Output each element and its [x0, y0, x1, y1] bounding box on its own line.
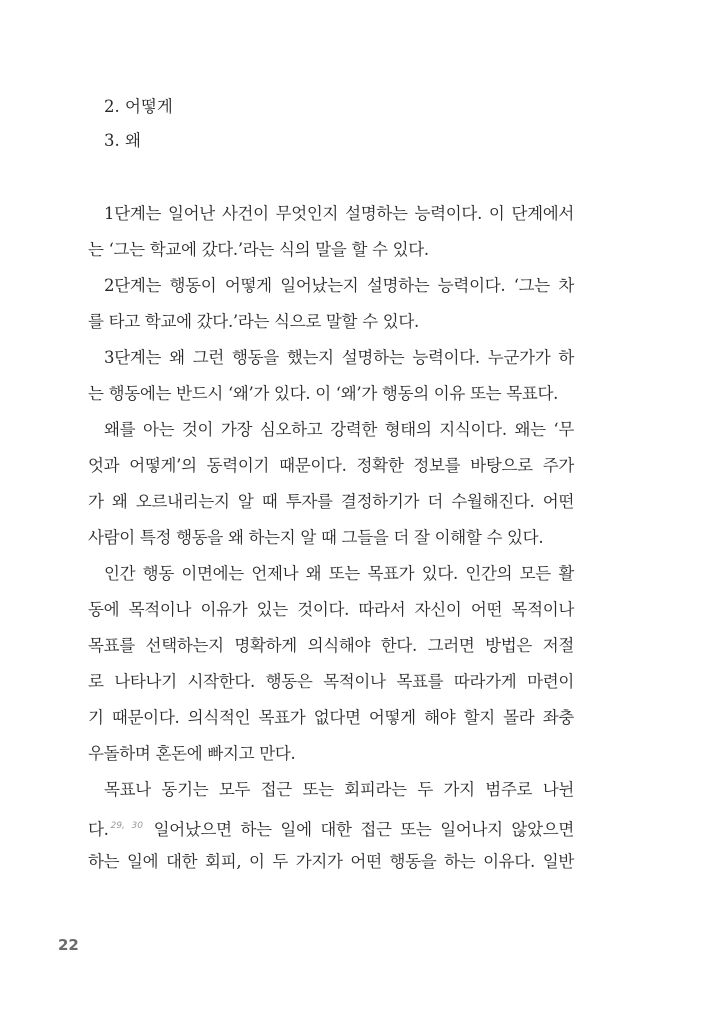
text-line [88, 808, 574, 844]
text-line: 가 왜 오르내리는지 알 때 투자를 결정하기가 더 수월해진다. 어떤 [88, 492, 574, 511]
text-line: 왜를 아는 것이 가장 심오하고 강력한 형태의 지식이다. 왜는 ‘무 [104, 420, 574, 439]
paragraph-approach-avoidance [88, 772, 574, 880]
paragraph-stage-1 [88, 196, 574, 268]
text-line: 목표를 선택하는지 명확하게 의식해야 한다. 그러면 방법은 저절 [88, 636, 574, 655]
text-line: 3단계는 왜 그런 행동을 했는지 설명하는 능력이다. 누군가가 하 [104, 348, 574, 367]
paragraph-stage-2 [88, 268, 574, 340]
text-line: 는 행동에는 반드시 ‘왜’가 있다. 이 ‘왜’가 행동의 이유 또는 목표다. [88, 384, 559, 403]
paragraph-stage-3 [88, 340, 574, 412]
body-text [88, 196, 574, 880]
list-item-how: 2. 어떻게 [104, 97, 173, 116]
numbered-list [104, 90, 173, 158]
text-line: 1단계는 일어난 사건이 무엇인지 설명하는 능력이다. 이 단계에서 [104, 204, 574, 223]
paragraph-knowing-why [88, 412, 574, 556]
list-item-why: 3. 왜 [104, 131, 141, 150]
text-line: 2단계는 행동이 어떻게 일어났는지 설명하는 능력이다. ‘그는 차 [104, 276, 574, 295]
text-fragment: 다. [88, 820, 109, 839]
text-line: 목표나 동기는 모두 접근 또는 회피라는 두 가지 범주로 나뉜 [104, 780, 574, 799]
text-line: 를 타고 학교에 갔다.’라는 식으로 말할 수 있다. [88, 312, 419, 331]
text-line: 동에 목적이나 이유가 있는 것이다. 따라서 자신이 어떤 목적이나 [88, 600, 574, 619]
text-line: 하는 일에 대한 회피, 이 두 가지가 어떤 행동을 하는 이유다. 일반 [88, 852, 574, 871]
text-line: 로 나타나기 시작한다. 행동은 목적이나 목표를 따라가게 마련이 [88, 672, 574, 691]
text-line: 우돌하며 혼돈에 빠지고 만다. [88, 744, 296, 763]
text-line: 기 때문이다. 의식적인 목표가 없다면 어떻게 해야 할지 몰라 좌충 [88, 708, 574, 727]
text-line: 는 ‘그는 학교에 갔다.’라는 식의 말을 할 수 있다. [88, 240, 429, 259]
text-fragment: 일어났으면 하는 일에 대한 접근 또는 일어나지 않았으면 [153, 820, 574, 839]
paragraph-human-behavior [88, 556, 574, 772]
text-line: 인간 행동 이면에는 언제나 왜 또는 목표가 있다. 인간의 모든 활 [104, 564, 574, 583]
page-number: 22 [58, 936, 79, 954]
text-line: 엇과 어떻게’의 동력이기 때문이다. 정확한 정보를 바탕으로 주가 [88, 456, 574, 475]
footnote-reference: 29, 30 [110, 821, 143, 831]
text-line: 사람이 특정 행동을 왜 하는지 알 때 그들을 더 잘 이해할 수 있다. [88, 528, 544, 547]
